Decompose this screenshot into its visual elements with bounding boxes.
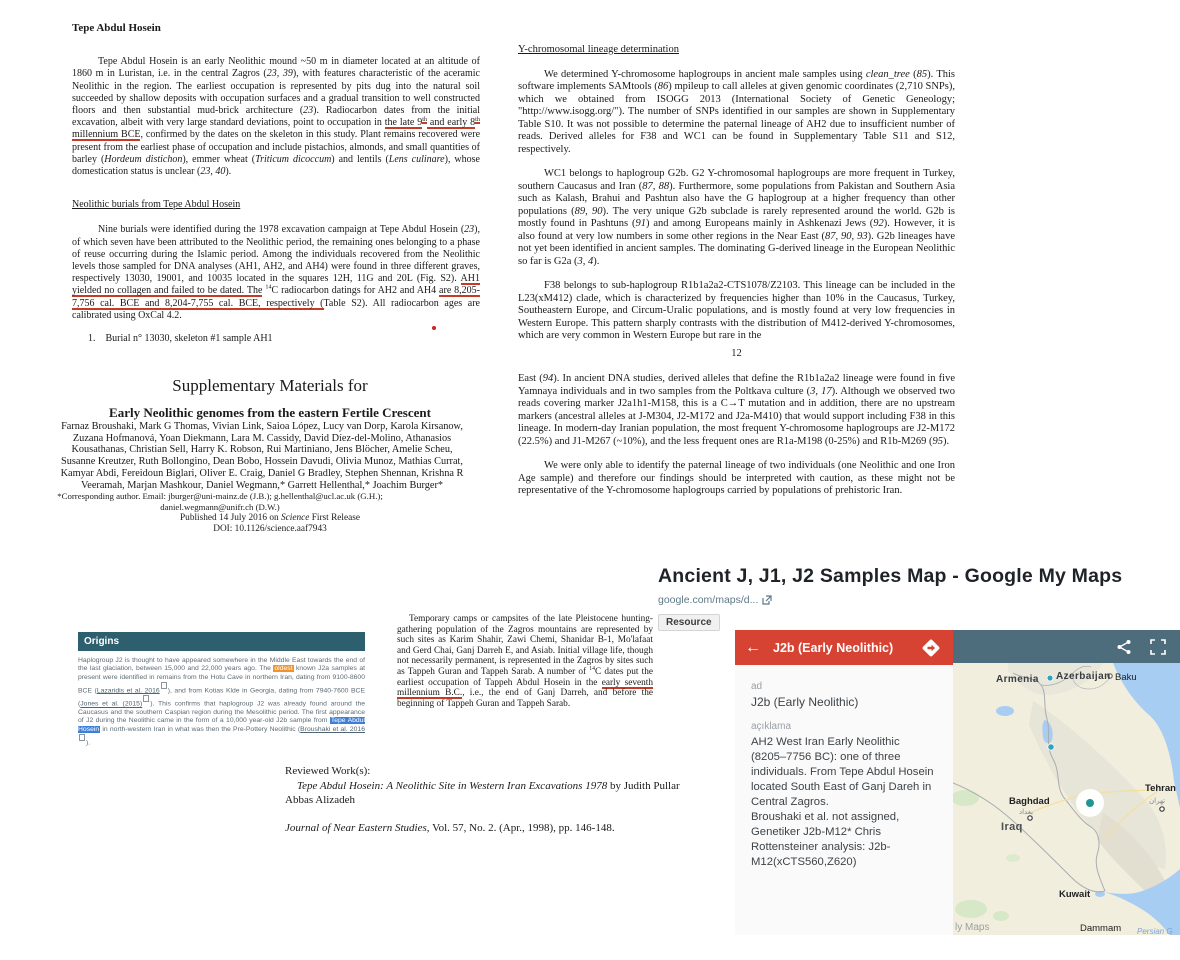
published-line: Published 14 July 2016 on Science First Release	[180, 512, 360, 523]
paper-title: Early Neolithic genomes from the eastern Fertile Crescent	[109, 405, 431, 420]
doc-title: Tepe Abdul Hosein	[72, 22, 161, 34]
label-persian-gulf: Persian G	[1137, 927, 1173, 935]
origins-header: Origins	[78, 632, 365, 651]
doc-paragraph: East (94). In ancient DNA studies, derived alleles that define the R1b1a2a2 lineage were found in five Yamnaya individuals and in two samples from the Poltkava culture (3, 17). Although we observed two reads covering marker J2a1h1-M158, this is a C→T mutation and in addition, there are no upstream markers (ancestral alleles at J-M304, J2-M172 and J2a-M410) that would support including F38 in this lineage. In modern-day Iranian population, the most frequent Y-chromosome haplogroups are J2-M172 (22.5%) and J1-M267 (~10%), and the less frequent ones are R1a-M198 (0-25%) and R1b-M269 (95).	[518, 373, 955, 447]
supp-title: Supplementary Materials for	[172, 376, 368, 395]
origins-snippet	[78, 632, 365, 747]
city-dot-baghdad	[1028, 816, 1032, 820]
maps-watermark: ly Maps	[955, 922, 990, 933]
city-dot-tehran	[1160, 807, 1164, 811]
work-title: Tepe Abdul Hosein: A Neolithic Site in Western Iran Excavations 1978 by Judith Pullar	[297, 779, 680, 792]
vegetation-patch	[1006, 854, 1020, 862]
description-paragraph: AH2 West Iran Early Neolithic (8205–7756 BC): one of three individuals. From Tepe Abdul Hosein located South East of Ganj Dareh in Central Zagros.	[751, 736, 934, 808]
map-url-text[interactable]: google.com/maps/d...	[658, 594, 759, 606]
journal-excerpt-camps	[397, 614, 653, 709]
sample-marker[interactable]	[1047, 675, 1053, 681]
label-azerbaijan: Azerbaijan	[1056, 671, 1111, 682]
label-kuwait: Kuwait	[1059, 889, 1091, 900]
author-list: Farnaz Broushaki, Mark G Thomas, Vivian Link, Saioa López, Lucy van Dorp, Karola Kirsanow, Zuzana Hofmanová, Yoan Diekmann, Lara M. Cassidy, David Díez-del-Molino, Athanasios Kousathanas, Christian Sell, Harry K. Robson, Rui Martiniano, Jens Blöcher, Amelie Scheu, Susanne Kreutzer, Ruth Bollongino, Dean Bobo, Hossein Davudi, Olivia Munoz, Mathias Currat, Kamyar Abdi, Fereidoun Biglari, Oliver E. Craig, Daniel G Bradley, Stephen Shennan, Krishna R Veeramah, Marjan Mashkour, Daniel Wegmann,* Garrett Hellenthal,* Joachim Burger*	[60, 421, 464, 491]
doc-paragraph: We were only able to identify the paternal lineage of two individuals (one Neolithic and one Iron Age sample) and therefore our findings should be interpreted with caution, as these might not be representative of the Y-chromosome haplogroups carried by populations of prehistoric Iran.	[518, 460, 955, 496]
map-resource-header	[658, 565, 1148, 631]
list-number: 1.	[88, 333, 96, 345]
directions-icon[interactable]	[919, 636, 943, 660]
map-info-panel-header	[735, 630, 953, 665]
map-info-panel	[735, 630, 953, 935]
reviewed-label: Reviewed Work(s):	[285, 765, 371, 777]
external-link-icon	[762, 595, 772, 605]
doc-paragraph: F38 belongs to sub-haplogroup R1b1a2a2-CTS1078/Z2103. This lineage can be included in the L23(xM412) clade, which is characterized by frequencies higher than 10% in the Caucasus, Turkey, Southeastern Europe, and Circum-Uralic populations, and is mostly found at very low frequencies in Western Europe. This pattern sharply contrasts with the distribution of M412-derived Y-chromosomes, which are very common in Western Europe but rare in the	[518, 280, 955, 341]
my-maps-card	[735, 630, 1180, 935]
journal-reference: Journal of Near Eastern Studies, Vol. 57, No. 2. (Apr., 1998), pp. 146-148.	[285, 821, 615, 834]
page-number: 12	[731, 347, 742, 359]
description-paragraph: Broushaki et al. not assigned, Genetiker J2b-M12* Chris Rottensteiner analysis: J2b-M12(xCTS560,Z620)	[751, 811, 900, 868]
label-baku: Baku	[1115, 672, 1137, 683]
citation-link[interactable]: Lazaridis et al. 2016	[96, 687, 160, 695]
doc-paragraph: Tepe Abdul Hosein is an early Neolithic mound ~50 m in diameter located at an altitude of 1860 m in Luristan, i.e. in the central Zagros (23, 39), with features characteristic of the aceramic Neolithic in the region. The earliest occupation is represented by pits dug into the natural soil succeeded by shallow deposits with occupation surfaces and a gradual transition to well constructed floors and then substantial mud-brick architecture (23). Radiocarbon dates from the initial excavation, albeit with very large standard deviations, point to occupation in the late 9th and early 8th millennium BCE, confirmed by the dates on the skeleton in this study. Plant remains recovered were present from the earliest phase of occupation and include pistachios, almonds, and small quantities of barley (Hordeum distichon), emmer wheat (Triticum dicoccum) and lentils (Lens culinare), whose domestication status is unclear (23, 40).	[72, 56, 481, 178]
field-label-aciklama: açıklama	[751, 721, 792, 732]
vegetation-patch	[993, 911, 1009, 921]
label-tehran: Tehran	[1145, 783, 1176, 794]
field-label-ad: ad	[751, 681, 763, 692]
fullscreen-icon[interactable]	[1150, 639, 1166, 655]
map-resource-title: Ancient J, J1, J2 Samples Map - Google My Maps	[658, 565, 1123, 587]
work-author: Abbas Alizadeh	[285, 794, 355, 806]
back-arrow-icon[interactable]: ←	[745, 638, 761, 656]
label-armenia: Armenia	[996, 674, 1039, 685]
reviewed-work-citation	[285, 764, 683, 835]
citation-link[interactable]: Jones et al. (2015)	[80, 700, 143, 708]
resource-badge: Resource	[658, 614, 720, 631]
vegetation-patch	[955, 900, 987, 918]
doc-heading: Y-chromosomal lineage determination	[518, 44, 679, 55]
share-icon[interactable]	[1116, 639, 1132, 655]
doc-subheading: Neolithic burials from Tepe Abdul Hosein	[72, 199, 241, 211]
map-canvas[interactable]	[953, 663, 1180, 935]
doc-paragraph: WC1 belongs to haplogroup G2b. G2 Y-chromosomal haplogroups are more frequent in Turkey, southern Caucasus and Iran (87, 88). Furthermore, some populations from Pakistan and Southern Asia such as Kalash, Brahui and Pashtun also have the G haplogroup at a higher frequency than other populations (89, 90). The very unique G2b subclade is rarely represented around the world. G2b is mostly found in Pashtuns (91) and among Europeans mainly in Ashkenazi Jews (92). However, it is also found at very low numbers in some other regions in the Near East (87, 90, 93). G2b lineages have not yet been identified in ancient samples. The dominating G-derived lineage in the European Neolithic so far is G2a (3, 4).	[518, 168, 956, 267]
supplementary-materials-cover	[55, 376, 485, 536]
field-value-ad: J2b (Early Neolithic)	[751, 695, 859, 709]
doc-paragraph: Temporary camps or campsites of the late Pleistocene hunting-gathering population of the Zagros mountains are represented by such sites as Karim Shahir, Zawi Chemi, Shanidar B-1, Mo'lafaat and Gerd Chai, Ganj Darreh E, and Asiab. Initial village life, though not necessarily permanent, is represented in the Zagros by sites such as Tappeh Guran and Tappeh Sarab. A number of $^{14}$C dates put the earliest occupation of Tappeh Abdul Hosein in the early seventh millennium B.C., i.e., the end of Ganj Darreh, and before the beginning of Tappeh Guran and Tappeh Sarab.	[397, 614, 654, 709]
map-toolbar	[953, 630, 1180, 663]
selected-marker[interactable]	[1086, 799, 1094, 807]
label-baghdad: Baghdad	[1009, 796, 1050, 807]
label-tehran-arabic: تهران	[1149, 797, 1166, 805]
document-excerpt-y-chromosomal	[518, 44, 955, 498]
sample-marker[interactable]	[1048, 744, 1054, 750]
label-dammam: Dammam	[1080, 923, 1122, 934]
document-excerpt-tepe-abdul-hosein	[72, 22, 480, 345]
corresponding-author: *Corresponding author. Email: jburger@uni-mainz.de (J.B.); g.hellenthal@ucl.ac.uk (G.H.); daniel.wegmann@unifr.ch (D.W.)	[57, 491, 383, 513]
feature-description	[751, 735, 937, 870]
map-resource-link[interactable]	[658, 594, 1148, 606]
doc-paragraph: We determined Y-chromosome haplogroups in ancient male samples using clean_tree (85). This software implements SAMtools (86) mpileup to call alleles at given genomic coordinates (2,710 SNPs), which we obtained from ISOGG 2013 (International Society of Genetic Geneology; "http://www.isogg.org/"). The number of SNPs identified in our samples are shown in Supplementary Table S10. It was not possible to determine the paternal lineage of AH2 due to insufficient number of reads. Derived alleles for F38 and WC1 can be found in Supplementary Table S11 and S12, respectively.	[518, 68, 955, 155]
label-iraq: Iraq	[1001, 821, 1023, 833]
doi-line: DOI: 10.1126/science.aaf7943	[213, 524, 327, 535]
doc-paragraph: Nine burials were identified during the 1978 excavation campaign at Tepe Abdul Hosein (23), of which seven have been attributed to the Neolithic period, the remaining ones belonging to a phase of reuse occurring during the Islamic period. Among the individuals recovered from the Neolithic levels those sampled for DNA analyses (AH1, AH2, and AH4) were found in three different graves, respectively 13030, 19001, and 10035 located in the squares 12H, 11G and 20L (Fig. S2). AH1 yielded no collagen and failed to be dated. The $^{14}$C radiocarbon datings for AH2 and AH4 are 8,205-7,756 cal. BCE and 8,204-7,755 cal. BCE, respectively (Table S2). All radiocarbon ages are calibrated using OxCal 4.2.	[72, 224, 480, 321]
map-info-panel-body	[735, 665, 953, 884]
list-item	[72, 333, 480, 345]
list-text: Burial n° 13030, skeleton #1 sample AH1	[105, 333, 273, 345]
origins-body: Haplogroup J2 is thought to have appeared somewhere in the Middle East towards the end of the last glaciation, between 15,000 and 22,000 years ago. The oldest known J2a samples at present were identified in remains from the Hotu Cave in northern Iran, dating from 9100-8600 BCE (Lazaridis et al. 2016 ), and from Kotias Klde in Georgia, dating from 7940-7600 BCE (Jones et al. (2015) ). This confirms that haplogroup J2 was already found around the Caucasus and the southern Caspian region during the Mesolithic period. The first appearance of J2 during the Neolithic came in the form of a 10,000 year-old J2b sample from Tepe Abdul Hosein in north-western Iran in what was then the Pre-Pottery Neolithic (Broushaki et al. 2016).	[78, 657, 366, 747]
map-column	[953, 630, 1180, 935]
lake	[996, 706, 1014, 716]
red-annotation-dot	[432, 326, 436, 330]
feature-title: J2b (Early Neolithic)	[773, 640, 894, 655]
label-baghdad-arabic: بغداد	[1019, 808, 1034, 816]
citation-link[interactable]: Broushaki et al. 2016	[300, 725, 365, 733]
